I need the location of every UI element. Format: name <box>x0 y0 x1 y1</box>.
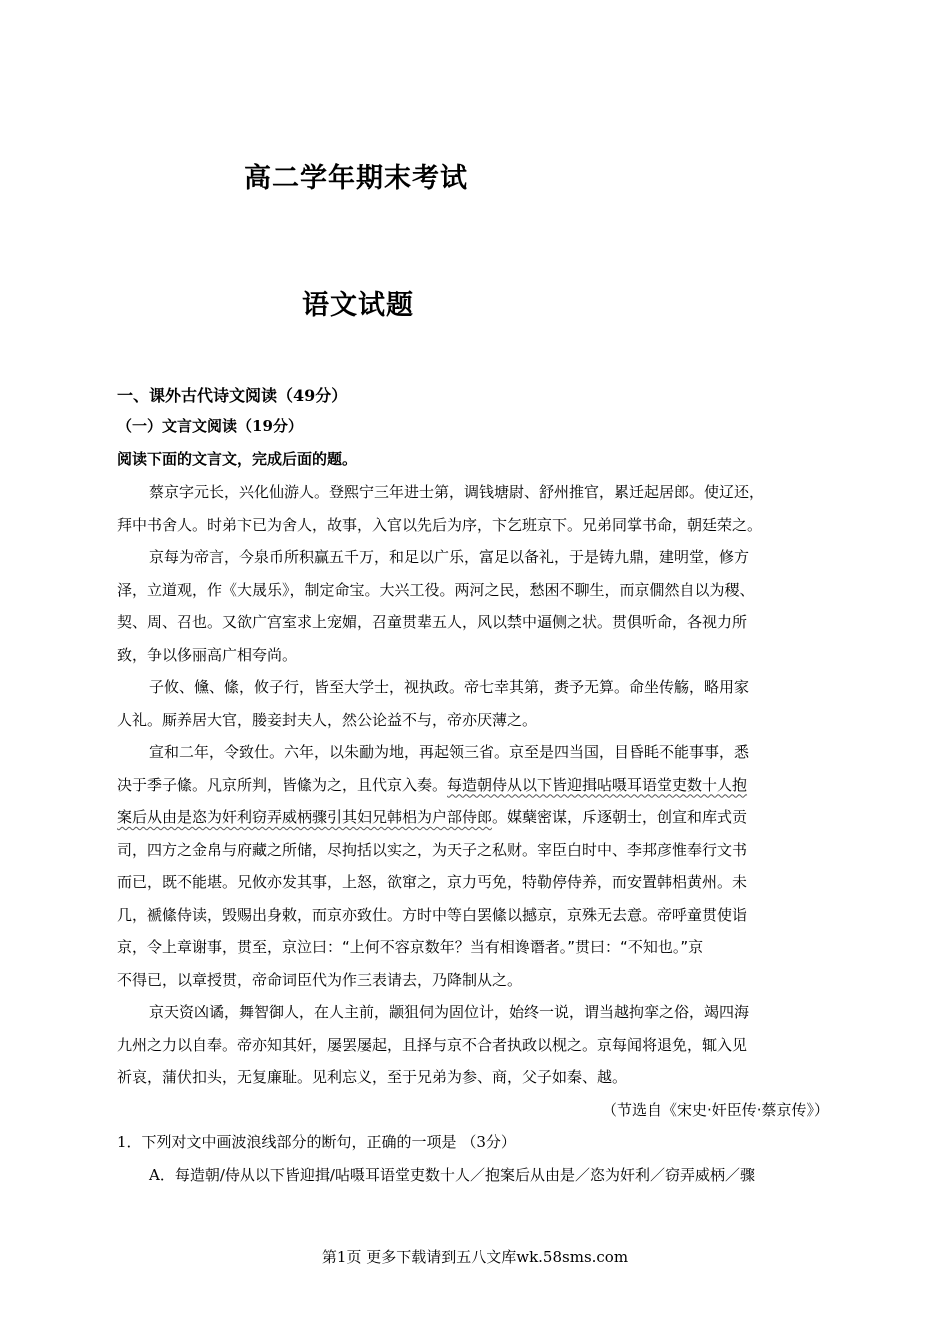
passage-line: 蔡京字元长，兴化仙游人。登熙宁三年进士第，调钱塘尉、舒州推官，累迁起居郎。使辽还， <box>149 483 765 501</box>
question-1: 1．下列对文中画波浪线部分的断句，正确的一项是 （3分） <box>117 1133 516 1151</box>
wavy-underlined-text: 案后从由是恣为奸利窃弄威柄骤引其妇兄韩梠为户部侍郎 <box>117 808 493 826</box>
question-1-option-a: A．每造朝/侍从以下皆迎揖/呫嗫耳语堂吏数十人／抱案后从由是／恣为奸利／窃弄威柄／骤 <box>149 1165 755 1184</box>
passage-line <box>117 769 837 802</box>
passage-text: 。媒蘖密谋，斥逐朝士，创宣和库式贡 <box>492 808 748 826</box>
passage-line: 九州之力以自奉。帝亦知其奸，屡罢屡起，且择与京不合者执政以枧之。京每闻将退免，辄入见 <box>117 1035 748 1054</box>
passage-line: 司，四方之金帛与府藏之所储，尽拘括以实之，为天子之私财。宰臣白时中、李邦彦惟奉行文书 <box>117 840 748 859</box>
passage-line: 契、周、召也。又欲广宫室求上宠媚，召童贯辈五人，风以禁中逼侧之状。贯俱听命，各视力所 <box>117 613 748 631</box>
section-heading: 一、课外古代诗文阅读（49分） <box>117 386 348 405</box>
passage-line: 子攸、儵、絛，攸子行，皆至大学士，视执政。帝七幸其第，赉予无算。命坐传觞，略用家 <box>149 678 750 696</box>
passage-line: 祈哀，蒲伏扣头，无复廉耻。见利忘义，至于兄弟为参、商，父子如秦、越。 <box>117 1068 628 1086</box>
exam-title: 高二学年期末考试 <box>244 163 468 194</box>
wavy-underlined-text: 每造朝侍从以下皆迎揖呫嗫耳语堂吏数十人抱 <box>447 775 748 794</box>
passage-line: 京天资凶谲，舞智御人，在人主前，颛狙伺为固位计，始终一说，谓当越拘挛之俗，竭四海 <box>149 1003 750 1021</box>
passage-line: 致，争以侈丽高广相夸尚。 <box>117 645 298 664</box>
instruction-text: 阅读下面的文言文，完成后面的题。 <box>117 450 358 468</box>
exam-subtitle: 语文试题 <box>302 290 414 321</box>
page-footer: 第1页 更多下载请到五八文库wk.58sms.com <box>321 1248 629 1266</box>
subsection-heading: （一）文言文阅读（19分） <box>117 417 303 435</box>
passage-line: 而已，既不能堪。兄攸亦发其事，上怒，欲窜之，京力丐免，特勒停侍养，而安置韩梠黄州。未 <box>117 873 748 891</box>
passage-line: 拜中书舍人。时弟卞已为舍人，故事，入官以先后为序，卞乞班京下。兄弟同掌书命，朝廷荣之。 <box>117 515 763 534</box>
passage-line: 人礼。厮养居大官，媵妾封夫人，然公论益不与，帝亦厌薄之。 <box>117 710 538 729</box>
passage-line: 宣和二年，令致仕。六年，以朱勔为地，再起领三省。京至是四当国，目昏眊不能事事，悉 <box>149 743 750 761</box>
passage-line: 几，褫絛侍读，毁赐出身敕，而京亦致仕。方时中等白罢絛以撼京，京殊无去意。帝呼童贯使诣 <box>117 905 748 924</box>
passage-body <box>117 476 837 1191</box>
passage-line <box>117 801 837 834</box>
passage-line: 不得已，以章授贯，帝命词臣代为作三表请去，乃降制从之。 <box>117 970 523 989</box>
passage-line: 京，令上章谢事，贯至，京泣曰：“上何不容京数年？当有相谗谮者。”贯曰：“不知也。”京 <box>117 938 704 956</box>
passage-source: （节选自《宋史·奸臣传·蔡京传》） <box>601 1100 829 1119</box>
passage-text: 决于季子絛。凡京所判，皆絛为之，且代京入奏。 <box>117 775 448 794</box>
passage-line: 京每为帝言，今泉币所积赢五千万，和足以广乐，富足以备礼，于是铸九鼎，建明堂，修方 <box>149 548 750 566</box>
passage-line: 泽，立道观，作《大晟乐》，制定命宝。大兴工役。两河之民，愁困不聊生，而京僩然自以为稷、 <box>117 580 755 599</box>
